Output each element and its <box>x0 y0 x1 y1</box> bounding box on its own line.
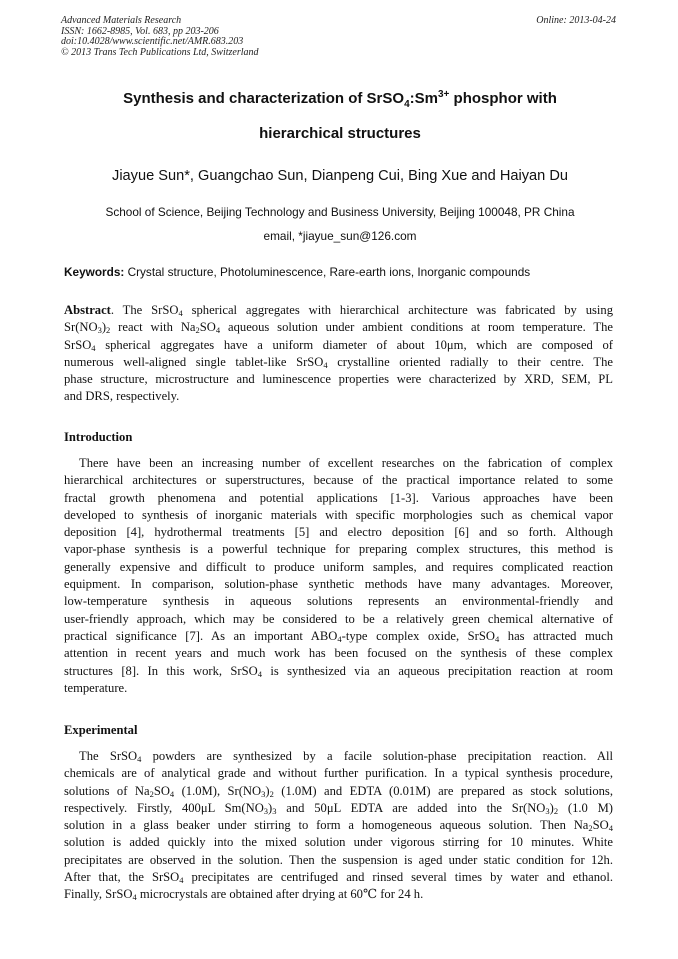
journal-name: Advanced Materials Research <box>61 15 182 26</box>
introduction-body: There have been an increasing number of excellent researches on the fabrication of complex hierarchical architectures or superstructures, because of the practical importance related to some fractal growth phenomena and potential applications [1-3]. Various approaches have been developed to synthesis of inorganic materials with specific morphologies such as chemical vapor deposition [4], hydrothermal treatments [5] and electro deposition [6] and so forth. Although vapor-phase synthesis is a powerful technique for preparing complex structures, this method is generally expensive and difficult to produce uniform samples, and requires complicated reaction equipment. In comparison, solution-phase synthetic methods have many advantages. Moreover, low-temperature synthesis in aqueous solutions represents an environmental-friendly and user-friendly approach, which may be considered to be a relatively green chemical alternative of practical significance [7]. As an important $ABO_4$-type complex oxide, SrSO$_4$ has attracted much attention in recent years and much work has been focused on the synthesis of these complex structures [8]. In this work, SrSO$_4$ is synthesized via an aqueous precipitation reaction at room temperature. <box>64 456 613 695</box>
email: email, *jiayue_sun@126.com <box>263 229 417 243</box>
experimental-body: The SrSO$_4$ powders are synthesized by a facile solution-phase precipitation reaction. All chemicals are of analytical grade and without further purification. In a typical synthesis procedure, solutions of $Na_2SO_4$ (1.0M), $Sr(NO_3)_2$ (1.0M) and EDTA (0.01M) are prepared as stock solutions, respectively. Firstly, 400μL $Sm(NO_3)_3$ and 50μL EDTA are added into the $Sr(NO_3)_2$ (1.0 M) solution in a glass beaker under stirring to form a homogeneous aqueous solution. Then $Na_2SO_4$ solution is added quickly into the mixed solution under vigorous stirring for 10 minutes. White precipitates are observed in the solution. Then the suspension is aged under static condition for 12h. After that, the SrSO$_4$ precipitates are centrifuged and rinsed several times by water and ethanol. Finally, SrSO$_4$ microcrystals are obtained after drying at 60℃ for 24 h. <box>64 749 614 903</box>
keywords: Keywords: Crystal structure, Photoluminescence, Rare-earth ions, Inorganic compounds <box>64 265 531 279</box>
authors: Jiayue Sun*, Guangchao Sun, Dianpeng Cui, Bing Xue and Haiyan Du <box>112 168 568 184</box>
online-date: Online: 2013-04-24 <box>536 15 616 26</box>
paper-title-line-2: hierarchical structures <box>259 125 421 142</box>
journal-header <box>61 16 616 58</box>
doi: doi:10.4028/www.scientific.net/AMR.683.203 <box>61 36 244 47</box>
introduction-heading: Introduction <box>64 430 133 444</box>
copyright: © 2013 Trans Tech Publications Ltd, Switzerland <box>61 46 259 58</box>
paper-title-line-1: Synthesis and characterization of $SrSO_4:Sm^{3+}$ phosphor with <box>123 89 557 110</box>
issn: ISSN: 1662-8985, Vol. 683, pp 203-206 <box>61 25 219 37</box>
affiliation: School of Science, Beijing Technology and Business University, Beijing 100048, PR China <box>105 205 575 219</box>
abstract: Abstract. The SrSO$_4$ spherical aggregates with hierarchical architecture was fabricated by using $Sr(NO_3)_2$ react with $Na_2SO_4$ aqueous solution under ambient conditions at room temperature. The SrSO$_4$ spherical aggregates have a uniform diameter of about 10μm, which are composed of numerous well-aligned single tablet-like SrSO$_4$ crystalline oriented radially to their centre. The phase structure, microstructure and luminescence properties were characterized by XRD, SEM, PL and DRS, respectively. <box>64 303 614 404</box>
experimental-heading: Experimental <box>64 723 138 737</box>
